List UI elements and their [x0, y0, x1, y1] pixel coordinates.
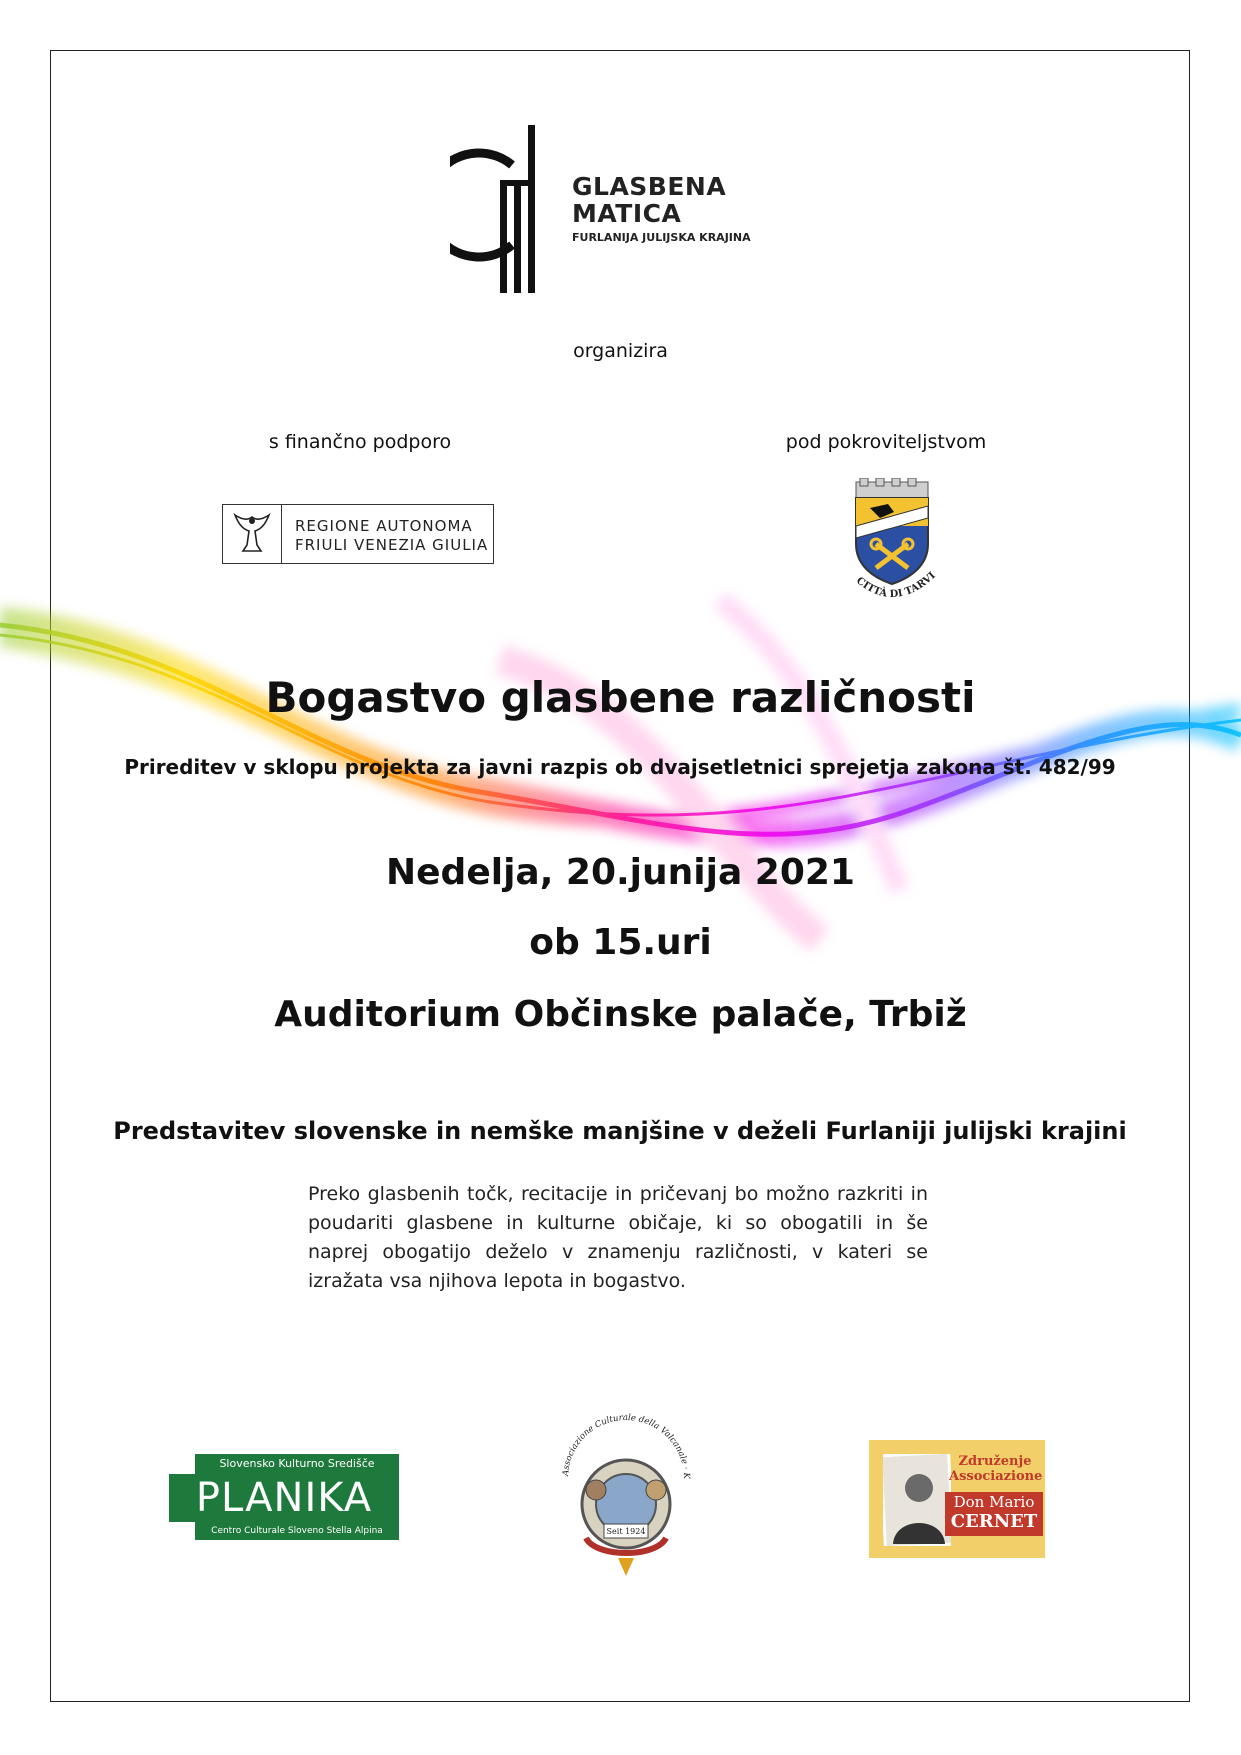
gm-emblem-icon [450, 125, 565, 295]
org-name-line2: MATICA [572, 199, 682, 228]
planika-name: PLANIKA [169, 1474, 399, 1522]
tarvisio-coat-of-arms [836, 478, 948, 614]
tarvisio-crest-icon [836, 478, 948, 614]
cernet-line1: Združenje [958, 1454, 1032, 1469]
don-mario-cernet-logo [869, 1440, 1045, 1558]
valcanale-association-seal [556, 1408, 696, 1580]
event-venue: Auditorium Občinske palače, Trbiž [274, 994, 967, 1035]
event-subtitle: Prireditev v sklopu projekta za javni razpis ob dvajsetletnici sprejetja zakona št. 482/99 [124, 755, 1116, 779]
event-title: Bogastvo glasbene različnosti [265, 673, 976, 722]
event-description: Preko glasbenih točk, recitacije in pričevanj bo možno razkriti in poudariti glasbene in kulturne običaje, ki so obogatili in še naprej obogatijo deželo v znamenju različnosti, v kateri se izražata vsa njihova lepota in bogastvo. [308, 1183, 928, 1292]
cernet-line2: Associazione [949, 1469, 1043, 1484]
event-date: Nedelja, 20.junija 2021 [386, 852, 855, 893]
valcanale-year: Seit 1924 [606, 1527, 646, 1536]
cernet-line4: CERNET [950, 1511, 1038, 1532]
org-name-line1: GLASBENA [572, 172, 727, 201]
tarvisio-seal-text: CITTÀ DI TARVI [854, 570, 938, 601]
regione-fvg-logo [222, 504, 494, 564]
valcanale-seal-text: Associazione Culturale della Valcanale · K [560, 1412, 692, 1480]
eagle-icon [223, 505, 282, 563]
valcanale-seal-icon [556, 1408, 696, 1580]
section-heading: Predstavitev slovenske in nemške manjšine v deželi Furlaniji julijski krajini [113, 1117, 1127, 1145]
patronage-label: pod pokroviteljstvom [785, 431, 987, 453]
planika-bottom-text: Centro Culturale Sloveno Stella Alpina [195, 1522, 399, 1540]
financial-support-label: s finančno podporo [268, 431, 452, 453]
planika-top-text: Slovensko Kulturno Središče [195, 1454, 399, 1474]
region-logo-line1: REGIONE AUTONOMA [295, 517, 473, 535]
glasbena-matica-logo [450, 125, 800, 295]
portrait-photo-icon [883, 1454, 951, 1546]
planika-logo [169, 1454, 399, 1541]
organizes-label: organizira [573, 340, 668, 362]
cernet-line3: Don Mario [953, 1493, 1035, 1511]
region-logo-line2: FRIULI VENEZIA GIULIA [295, 536, 489, 554]
org-region: FURLANIJA JULIJSKA KRAJINA [572, 231, 751, 244]
event-time: ob 15.uri [529, 922, 712, 963]
